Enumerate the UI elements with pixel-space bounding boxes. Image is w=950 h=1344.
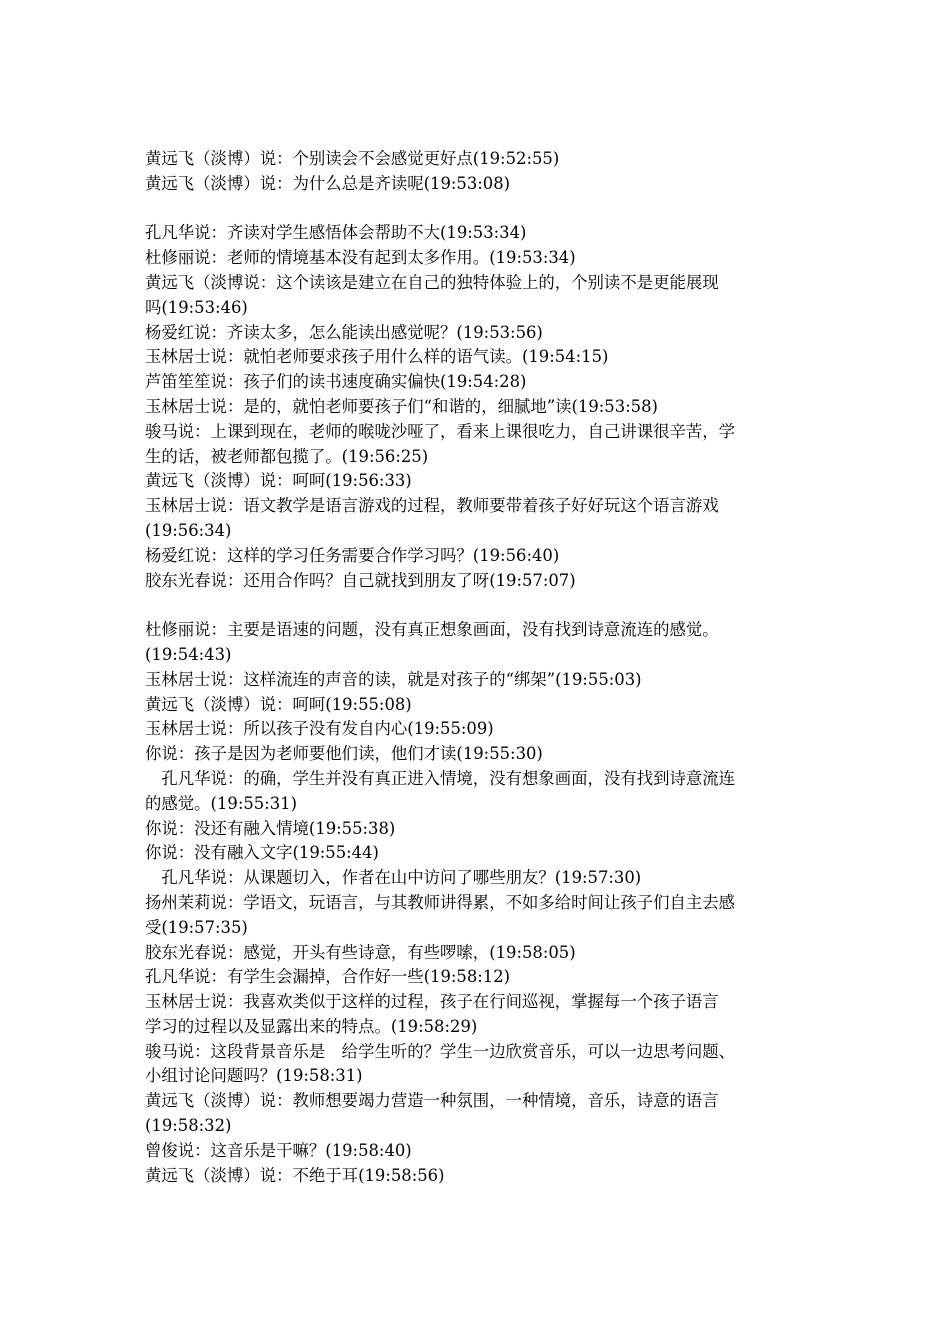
text-line: 玉林居士说：这样流连的声音的读，就是对孩子的“绑架”(19:55:03): [145, 669, 642, 689]
text-line: 扬州茉莉说：学语文，玩语言，与其教师讲得累，不如多给时间让孩子们自主去感: [145, 892, 736, 912]
text-line: 杨爱红说：这样的学习任务需要合作学习吗？(19:56:40): [145, 545, 560, 565]
text-line: 曾俊说：这音乐是干嘛？(19:58:40): [145, 1140, 412, 1160]
text-line: 黄远飞（淡博）说：呵呵(19:56:33): [145, 471, 412, 491]
text-line: 杨爱红说：齐读太多，怎么能读出感觉呢？(19:53:56): [145, 322, 543, 342]
text-line: 玉林居士说：是的，就怕老师要孩子们“和谐的，细腻地”读(19:53:58): [145, 396, 658, 416]
text-line: (19:56:34): [145, 520, 232, 540]
text-line: 胶东光春说：感觉，开头有些诗意，有些啰嗦，(19:58:05): [145, 942, 576, 962]
text-line: 孔凡华说：有学生会漏掉，合作好一些(19:58:12): [145, 967, 511, 987]
text-line: 孔凡华说：齐读对学生感悟体会帮助不大(19:53:34): [145, 223, 527, 243]
text-line: 玉林居士说：所以孩子没有发自内心(19:55:09): [145, 719, 494, 739]
text-line: (19:58:32): [145, 1116, 232, 1136]
text-line: 杜修丽说：主要是语速的问题，没有真正想象画面，没有找到诗意流连的感觉。: [145, 620, 719, 640]
text-line: 生的话，被老师都包揽了。(19:56:25): [145, 446, 429, 466]
text-line: 玉林居士说：语文教学是语言游戏的过程，教师要带着孩子好好玩这个语言游戏: [145, 496, 719, 516]
text-line: 黄远飞（淡博）说：为什么总是齐读呢(19:53:08): [145, 173, 511, 193]
text-line: 吗(19:53:46): [145, 297, 248, 317]
text-line: 学习的过程以及显露出来的特点。(19:58:29): [145, 1016, 478, 1036]
text-line: 玉林居士说：我喜欢类似于这样的过程，孩子在行间巡视，掌握每一个孩子语言: [145, 992, 719, 1012]
text-line: 小组讨论问题吗？(19:58:31): [145, 1066, 363, 1086]
text-line: 你说：没还有融入情境(19:55:38): [145, 818, 396, 838]
text-line: 黄远飞（淡博）说：不绝于耳(19:58:56): [145, 1165, 445, 1185]
text-line: (19:54:43): [145, 644, 232, 664]
text-line: 孔凡华说：的确，学生并没有真正进入情境，没有想象画面，没有找到诗意流连: [145, 768, 736, 788]
text-line: 的感觉。(19:55:31): [145, 793, 297, 813]
text-line: 受(19:57:35): [145, 917, 248, 937]
text-line: 黄远飞（淡博）说：教师想要竭力营造一种氛围，一种情境，音乐，诗意的语言: [145, 1091, 719, 1111]
text-line: 骏马说：上课到现在，老师的喉咙沙哑了，看来上课很吃力，自己讲课很辛苦，学: [145, 421, 736, 441]
blank-line: [145, 197, 813, 222]
blank-line: [145, 593, 813, 618]
text-line: 黄远飞（淡博）说：个别读会不会感觉更好点(19:52:55): [145, 149, 560, 168]
text-line: 黄远飞（淡博说：这个读该是建立在自己的独特体验上的，个别读不是更能展现: [145, 272, 719, 292]
text-line: 孔凡华说：从课题切入，作者在山中访问了哪些朋友？(19:57:30): [145, 868, 642, 888]
text-line: 你说：孩子是因为老师要他们读，他们才读(19:55:30): [145, 744, 543, 764]
text-line: 杜修丽说：老师的情境基本没有起到太多作用。(19:53:34): [145, 248, 576, 268]
document-page: [145, 147, 813, 1188]
text-line: 骏马说：这段背景音乐是 给学生听的？学生一边欣赏音乐，可以一边思考问题、: [145, 1041, 736, 1061]
text-line: 玉林居士说：就怕老师要求孩子用什么样的语气读。(19:54:15): [145, 347, 609, 367]
text-line: 胶东光春说：还用合作吗？自己就找到朋友了呀(19:57:07): [145, 570, 576, 590]
text-line: 你说：没有融入文字(19:55:44): [145, 843, 379, 863]
text-line: 黄远飞（淡博）说：呵呵(19:55:08): [145, 694, 412, 714]
text-line: 芦笛笙笙说：孩子们的读书速度确实偏快(19:54:28): [145, 372, 527, 392]
